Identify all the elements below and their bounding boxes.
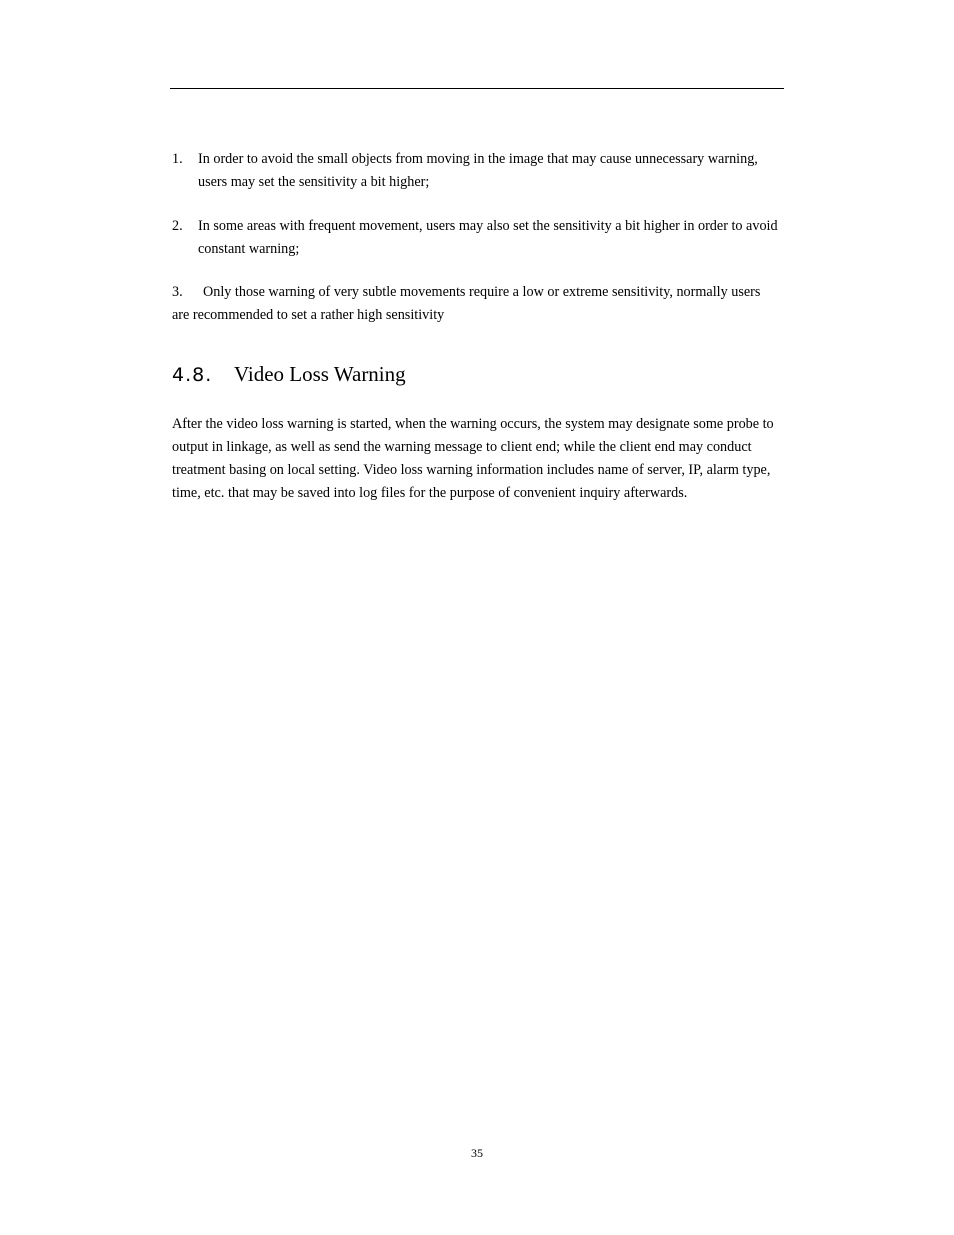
list-item-number: 1. [172, 151, 183, 167]
list-item [172, 148, 780, 194]
section-body-paragraph: After the video loss warning is started, when the warning occurs, the system may designate some probe to output in linkage, as well as send the warning message to client end; while the client end may conduct treatment basing on local setting. Video loss warning information includes name of server, IP, alarm type, time, etc. that may be saved into log files for the purpose of convenient inquiry afterwards. [172, 416, 774, 501]
list-item-text: Only those warning of very subtle movements require a low or extreme sensitivity, normally users are recommended to set a rather high sensitivity [172, 284, 761, 323]
list-item [172, 281, 780, 327]
list-item-text: In order to avoid the small objects from moving in the image that may cause unnecessary warning, users may set the sensitivity a bit higher; [198, 151, 758, 190]
list-item-number: 3. [172, 284, 183, 300]
header-rule [170, 88, 784, 89]
section-heading [172, 360, 780, 389]
list-item-number: 2. [172, 218, 183, 234]
page-number: 35 [471, 1146, 483, 1160]
section-number: 4.8. [172, 364, 213, 386]
list-item-text: In some areas with frequent movement, users may also set the sensitivity a bit higher in order to avoid constant warning; [198, 218, 778, 257]
list-item [172, 215, 780, 261]
section-title: Video Loss Warning [234, 362, 406, 386]
page-content [172, 148, 780, 519]
